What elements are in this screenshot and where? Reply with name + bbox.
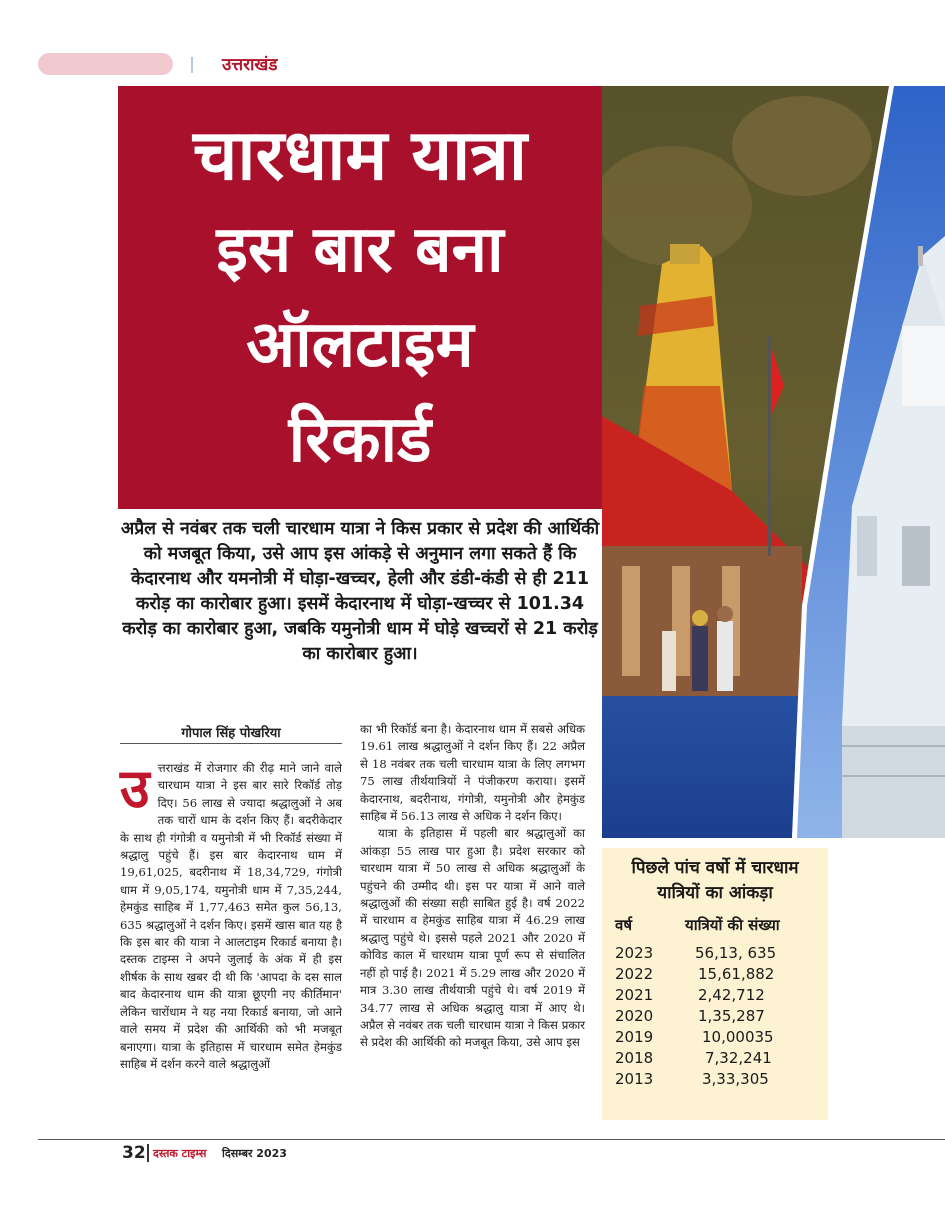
article-paragraph: का भी रिकॉर्ड बना है। केदारनाथ धाम में सबसे अधिक 19.61 लाख श्रद्धालुओं ने दर्शन किए हैं। 22 अप्रैल से 18 नवंबर तक चली चारधाम यात्रा के लिए लगभग 75 लाख तीर्थयात्रियों ने पंजीकरण कराया। इसमें केदारनाथ, बदरीनाथ, गंगोत्री, यमुनोत्री और हेमकुंड साहिब में 56.13 लाख से अधिक ने दर्शन किए। (360, 722, 585, 824)
stats-row-count: 56,13, 635 (695, 944, 777, 962)
stats-box-title-line-1: पिछले पांच वर्षो में चारधाम (631, 858, 799, 878)
dropcap: उ (120, 757, 150, 820)
stats-row-count: 2,42,712 (698, 986, 765, 1004)
article-column-2 (360, 721, 585, 1052)
stats-row-count: 10,00035 (702, 1028, 774, 1046)
temple-photo (602, 86, 945, 838)
temple-photo-collage (602, 86, 945, 838)
stats-row-year: 2018 (615, 1049, 654, 1067)
stats-row-count: 15,61,882 (698, 965, 775, 983)
page-number: 32 (122, 1143, 146, 1163)
stats-header-count: यात्रियों की संख्या (685, 916, 780, 934)
stats-row-year: 2022 (615, 965, 654, 983)
section-label: उत्तराखंड (222, 55, 278, 75)
author-name: गोपाल सिंह पोखरिया (181, 726, 281, 741)
article-column-1 (120, 757, 342, 1073)
stats-header-year: वर्ष (615, 916, 633, 934)
headline-line-2: इस बार बना (216, 213, 504, 287)
footer-divider (38, 1139, 945, 1140)
article-paragraph: यात्रा के इतिहास में पहली बार श्रद्धालुओं का आंकड़ा 55 लाख पार हुआ है। प्रदेश सरकार को चारधाम यात्रा में 50 लाख से अधिक श्रद्धालुओं के पहुंचने की उम्मीद थी। इस पर यात्रा में आने वाले श्रद्धालुओं की संख्या सही साबित हुई है। वर्ष 2022 में चारधाम व हेमकुंड साहिब यात्रा में 46.29 लाख श्रद्धालु पहुंचे थे। इससे पहले 2021 और 2020 में कोविड काल में चारधाम यात्रा पूर्ण रूप से संचालित नहीं हो पाई है। 2021 में 5.29 लाख और 2020 में मात्र 3.30 लाख तीर्थयात्री पहुंचे थे। वर्ष 2019 में 34.77 लाख से अधिक श्रद्धालु यात्रा में आए थे। अप्रैल से नवंबर तक चली चारधाम यात्रा ने किस प्रकार से प्रदेश की आर्थिकी को मजबूत किया, उसे आप इस (360, 826, 585, 1050)
stats-box-title (602, 856, 828, 906)
intro-paragraph: अप्रैल से नवंबर तक चली चारधाम यात्रा ने किस प्रकार से प्रदेश की आर्थिकी को मजबूत किया, उसे आप इस आंकड़े से अनुमान लगा सकते हैं कि केदारनाथ और यमनोत्री में घोड़ा-खच्चर, हेली और डंडी-कंडी से ही 211 करोड़ का कारोबार हुआ। इसमें केदारनाथ में घोड़ा-खच्चर से 101.34 करोड़ का कारोबार हुआ, जबकि यमुनोत्री धाम में घोड़े खच्चरों से 21 करोड़ का कारोबार हुआ। (120, 519, 600, 664)
stats-row-count: 3,33,305 (702, 1070, 769, 1088)
header-pill-decoration (38, 53, 173, 75)
stats-box-title-line-2: यात्रियों का आंकड़ा (657, 883, 773, 903)
stats-row-year: 2019 (615, 1028, 654, 1046)
stats-row-year: 2023 (615, 944, 654, 962)
header-divider (191, 57, 193, 73)
author-divider (120, 743, 342, 744)
headline (118, 108, 602, 488)
footer-separator (147, 1144, 149, 1162)
magazine-logo: दस्तक टाइम्स (153, 1147, 207, 1160)
issue-date: दिसम्बर 2023 (222, 1147, 287, 1160)
headline-line-4: रिकार्ड (288, 403, 432, 477)
stats-row-count: 7,32,241 (705, 1049, 772, 1067)
article-column-1-text: त्तराखंड में रोजगार की रीढ़ माने जाने वाले चारधाम यात्रा ने इस बार सारे रिकॉर्ड तोड़ दिए। 56 लाख से ज्यादा श्रद्धालुओं ने अब तक चारों धाम के दर्शन किए हैं। बदरीकेदार के साथ ही गंगोत्री व यमुनोत्री में भी रिकॉर्ड संख्या में श्रद्धालु पहुंचे हैं। इस बार केदारनाथ धाम में 19,61,025, बदरीनाथ में 18,34,729, गंगोत्री धाम में 9,05,174, यमुनोत्री धाम में 7,35,244, हेमकुंड साहिब में 1,77,463 समेत कुल 56,13, 635 श्रद्धालुओं ने दर्शन किए। इसमें खास बात यह है कि इस बार की यात्रा ने आलटाइम रिकार्ड बनाया है। दस्तक टाइम्स ने अपने जुलाई के अंक में ही इस शीर्षक के साथ खबर दी थी कि 'आपदा के दस साल बाद केदारनाथ धाम की यात्रा छूएगी नए कीर्तिमान' लेकिन चारोंधाम ने यह नया रिकार्ड बनाया, जो आने वाले समय में प्रदेश की आर्थिकी को भी मजबूत बनाएगा। यात्रा के इतिहास में चारधाम समेत हेमकुंड साहिब में दर्शन करने वाले श्रद्धालुओं (120, 761, 342, 1071)
stats-row-year: 2013 (615, 1070, 654, 1088)
stats-row-count: 1,35,287 (698, 1007, 765, 1025)
stats-row-year: 2021 (615, 986, 654, 1004)
headline-line-3: ऑलटाइम (246, 308, 474, 382)
stats-row-year: 2020 (615, 1007, 654, 1025)
headline-line-1: चारधाम यात्रा (192, 114, 528, 196)
